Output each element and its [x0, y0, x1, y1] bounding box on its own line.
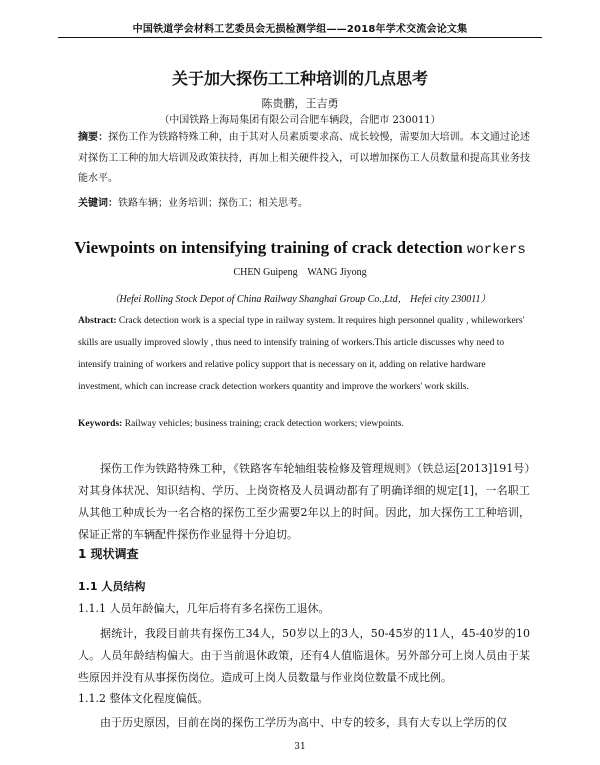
english-keywords-label: Keywords: [78, 419, 123, 429]
section-heading-1: 1 现状调查 [78, 547, 139, 561]
english-keywords-text: Railway vehicles; business training; crack detection workers; viewpoints. [124, 419, 404, 429]
header-rule [58, 37, 542, 38]
subsection-heading-1-1: 1.1 人员结构 [78, 580, 146, 593]
chinese-abstract-text: 探伤工作为铁路特殊工种，由于其对人员素质要求高、成长较慢，需要加大培训。本文通过论述对探伤工工种的加大培训及政策扶持，再加上相关硬件投入，可以增加探伤工人员数量和提高其业务技能水平。 [78, 132, 531, 184]
item-1-1-1: 1.1.1 人员年龄偏大，几年后将有多名探伤工退休。 [78, 602, 330, 615]
chinese-keywords-label: 关键词： [78, 198, 118, 209]
english-title-main: Viewpoints on intensifying training of crack detection [74, 238, 463, 257]
page-number: 31 [294, 742, 306, 752]
running-header: 中国铁道学会材料工艺委员会无损检测学组——2018年学术交流会论文集 [132, 24, 468, 35]
chinese-keywords-text: 铁路车辆；业务培训；探伤工；相关思考。 [118, 198, 308, 209]
english-abstract [78, 310, 530, 398]
english-abstract-text: Crack detection work is a special type in railway system. It requires high personnel quality , whileworkers' skills are usually improved slowly , thus need to intensify training of workers.This article discusses why need to intensify training of workers and relative policy support that is necessary on it, adding on relative hardware investment, which can increase crack detection workers quantity and improve the workers' work skills. [78, 316, 525, 392]
chinese-title: 关于加大探伤工工种培训的几点思考 [171, 69, 428, 88]
statistics-paragraph: 据统计，我段目前共有探伤工34人，50岁以上的3人，50-45岁的11人，45-40岁的10人。人员年龄结构偏大。由于当前退休政策，还有4人值临退休。另外部分可上岗人员由于某些原因并没有从事探伤岗位。造成可上岗人员数量与作业岗位数量不成比例。 [78, 627, 530, 684]
chinese-affiliation: （中国铁路上海局集团有限公司合肥车辆段，合肥市 230011） [159, 115, 441, 126]
chinese-authors: 陈贵鹏，王吉勇 [261, 97, 339, 110]
english-title [40, 238, 560, 258]
english-keywords [78, 414, 530, 435]
chinese-abstract-label: 摘要： [78, 132, 109, 143]
english-authors: CHEN Guipeng WANG Jiyong [233, 267, 367, 278]
chinese-abstract [78, 128, 530, 190]
english-title-tail: workers [466, 242, 526, 258]
english-affiliation: （Hefei Rolling Stock Depot of China Railway Shanghai Group Co.,Ltd， Hefei city 230011） [109, 294, 491, 305]
chinese-keywords [78, 194, 530, 215]
intro-paragraph: 探伤工作为铁路特殊工种，《铁路客车轮轴组装检修及管理规则》（铁总运[2013]191号）对其身体状况、知识结构、学历、上岗资格及人员调动都有了明确详细的规定[1]，一名职工从其他工种成长为一名合格的探伤工至少需要2年以上的时间。因此，加大探伤工工种培训，保证正常的车辆配件探伤作业显得十分迫切。 [78, 462, 530, 541]
item-1-1-2: 1.1.2 整体文化程度偏低。 [78, 692, 209, 705]
education-paragraph: 由于历史原因，目前在岗的探伤工学历为高中、中专的较多，具有大专以上学历的仅 [100, 716, 507, 729]
english-abstract-label: Abstract: [78, 316, 117, 326]
